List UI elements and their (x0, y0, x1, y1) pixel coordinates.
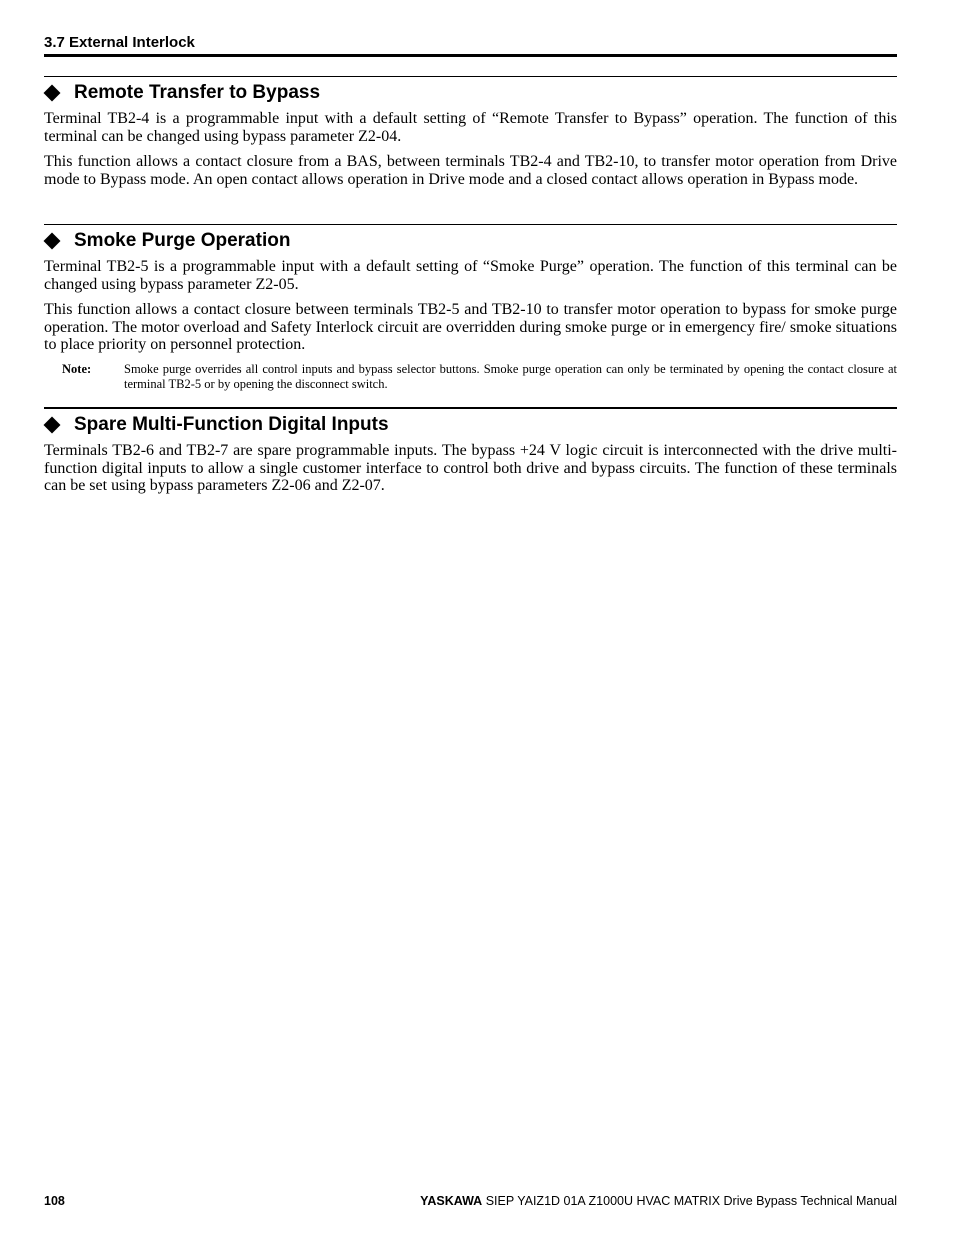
section-rule (44, 76, 897, 77)
diamond-bullet-icon (44, 85, 61, 102)
footer-brand: YASKAWA (420, 1194, 483, 1208)
footer-manual-name: SIEP YAIZ1D 01A Z1000U HVAC MATRIX Drive Bypass Technical Manual (485, 1194, 897, 1208)
footer-manual-title (420, 1194, 897, 1208)
note-label: Note: (62, 361, 92, 376)
note-block (44, 362, 897, 392)
running-header-title: 3.7 External Interlock (44, 34, 195, 51)
paragraph: This function allows a contact closure between terminals TB2-5 and TB2-10 to transfer motor operation to bypass for smoke purge operation. The motor overload and Safety Interlock circuit are overridden during smoke purge or in emergency fire/ smoke situations to place priority on personnel protection. (44, 301, 897, 353)
note-text: Smoke purge overrides all control inputs and bypass selector buttons. Smoke purge operation can only be terminated by opening the contact closure at terminal TB2-5 or by opening the disconnect switch. (124, 361, 897, 391)
section-smoke-purge (44, 224, 897, 392)
header-rule (44, 54, 897, 57)
section-heading-text: Smoke Purge Operation (74, 230, 291, 251)
section-heading (44, 230, 897, 252)
paragraph: This function allows a contact closure from a BAS, between terminals TB2-4 and TB2-10, to transfer motor operation from Drive mode to Bypass mode. An open contact allows operation in Drive mode and a closed contact allows operation in Bypass mode. (44, 153, 897, 188)
section-heading-text: Remote Transfer to Bypass (74, 82, 321, 103)
section-spare-inputs (44, 407, 897, 503)
section-rule (44, 407, 897, 409)
paragraph: Terminals TB2-6 and TB2-7 are spare programmable inputs. The bypass +24 V logic circuit is interconnected with the drive multi-function digital inputs to allow a single customer interface to control both drive and bypass circuits. The function of these terminals can be set using bypass parameters Z2-06 and Z2-07. (44, 442, 897, 494)
footer-page-number: 108 (44, 1194, 65, 1208)
section-heading (44, 82, 897, 104)
section-rule (44, 224, 897, 225)
diamond-bullet-icon (44, 417, 61, 434)
section-heading (44, 414, 897, 436)
section-remote-transfer (44, 76, 897, 196)
diamond-bullet-icon (44, 233, 61, 250)
paragraph: Terminal TB2-4 is a programmable input with a default setting of “Remote Transfer to Bypass” operation. The function of this terminal can be changed using bypass parameter Z2-04. (44, 110, 897, 145)
paragraph: Terminal TB2-5 is a programmable input with a default setting of “Smoke Purge” operation. The function of this terminal can be changed using bypass parameter Z2-05. (44, 258, 897, 293)
section-heading-text: Spare Multi-Function Digital Inputs (74, 414, 389, 435)
